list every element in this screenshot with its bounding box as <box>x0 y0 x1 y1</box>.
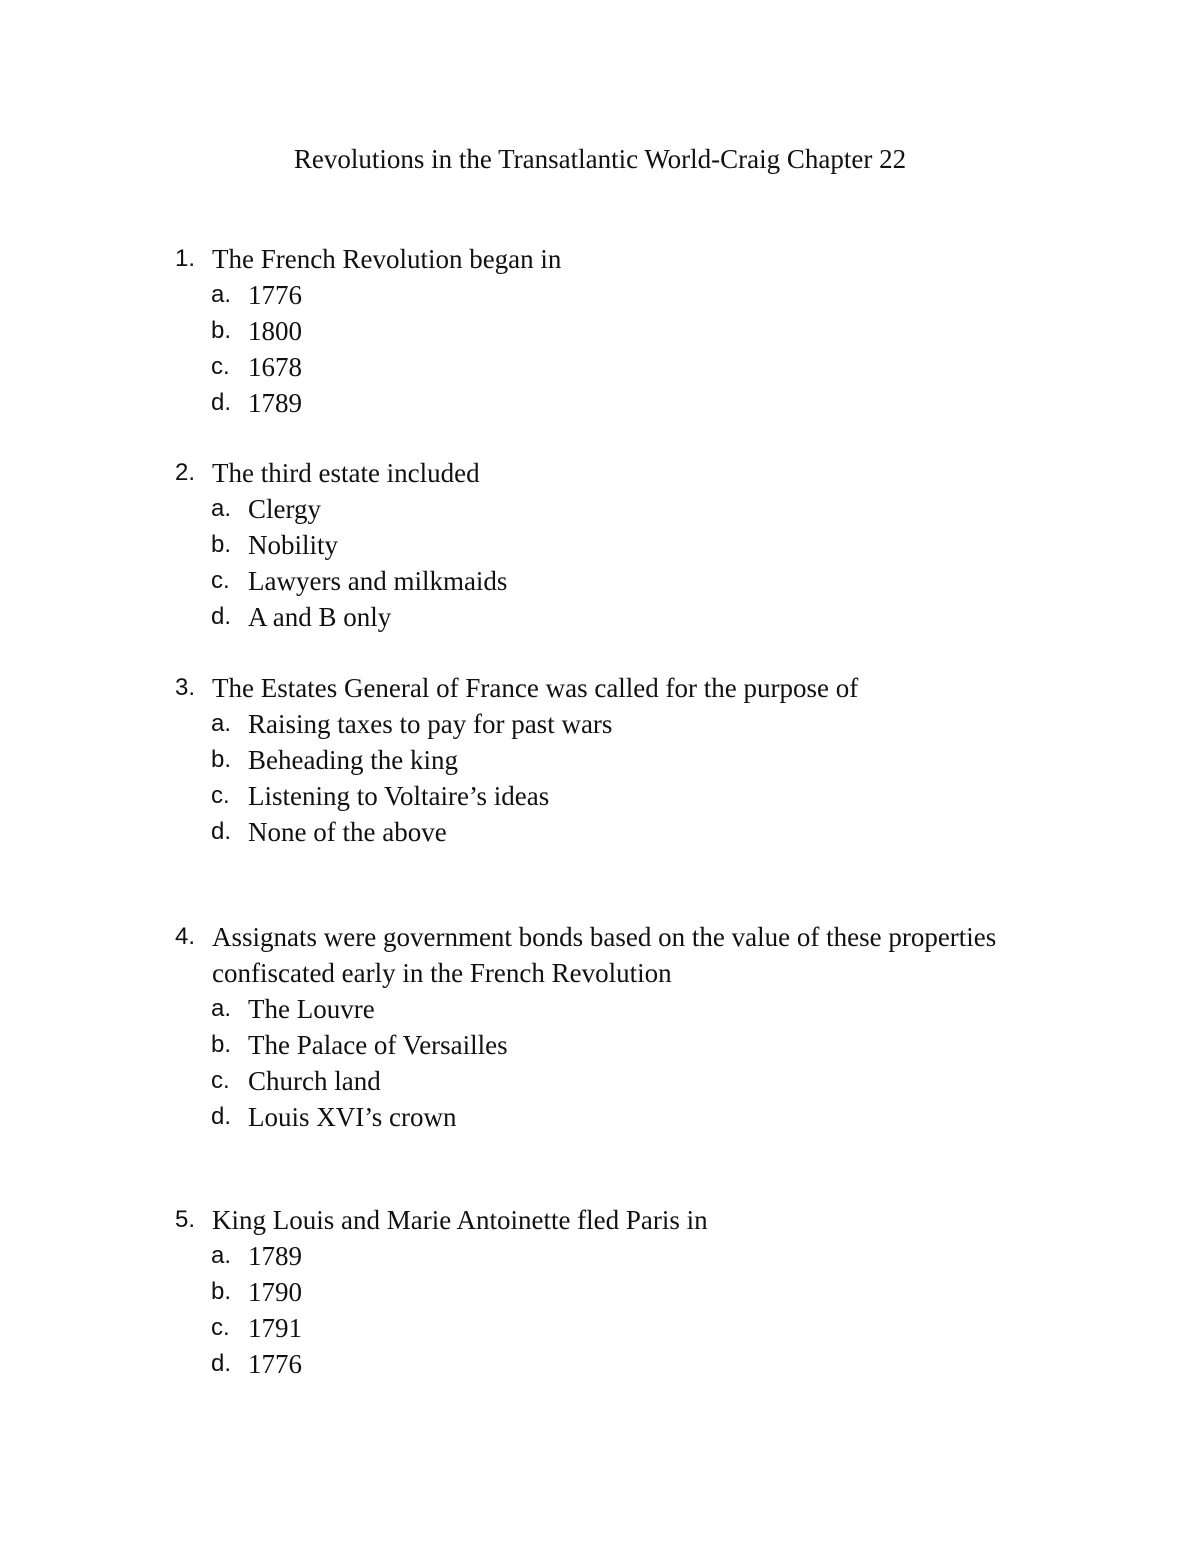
question-text: King Louis and Marie Antoinette fled Paris in <box>212 1205 708 1235</box>
answer-option-b <box>0 527 1200 563</box>
question-text: The third estate included <box>212 458 480 488</box>
option-text: 1776 <box>248 1349 302 1379</box>
question-text: The French Revolution began in <box>212 244 562 274</box>
option-letter: d. <box>211 603 232 630</box>
question-line <box>0 1202 1200 1238</box>
option-text: Clergy <box>248 494 321 524</box>
question-line <box>0 455 1200 491</box>
option-letter: d. <box>211 389 232 416</box>
option-text: 1776 <box>248 280 302 310</box>
option-letter: c. <box>211 567 230 594</box>
answer-option-a <box>0 277 1200 313</box>
question-2 <box>0 455 1200 635</box>
question-4 <box>0 919 1200 1135</box>
option-letter: b. <box>211 531 232 558</box>
option-letter: b. <box>211 317 232 344</box>
option-letter: b. <box>211 746 232 773</box>
answer-option-d <box>0 1099 1200 1135</box>
answer-option-c <box>0 1310 1200 1346</box>
question-text: Assignats were government bonds based on the value of these properties <box>212 922 997 952</box>
option-text: Raising taxes to pay for past wars <box>248 709 613 739</box>
option-letter: a. <box>211 995 232 1022</box>
question-line <box>0 919 1200 955</box>
option-letter: b. <box>211 1031 232 1058</box>
answer-option-d <box>0 814 1200 850</box>
answer-option-b <box>0 1027 1200 1063</box>
question-number: 5. <box>175 1206 196 1233</box>
question-line <box>0 670 1200 706</box>
option-text: 1790 <box>248 1277 302 1307</box>
answer-option-d <box>0 385 1200 421</box>
question-line-continued <box>0 955 1200 991</box>
question-text: The Estates General of France was called for the purpose of <box>212 673 859 703</box>
answer-option-a <box>0 706 1200 742</box>
question-5 <box>0 1202 1200 1382</box>
option-letter: c. <box>211 782 230 809</box>
option-letter: d. <box>211 818 232 845</box>
option-text: 1789 <box>248 1241 302 1271</box>
option-text: Beheading the king <box>248 745 458 775</box>
option-text: The Palace of Versailles <box>248 1030 508 1060</box>
option-letter: d. <box>211 1103 232 1130</box>
option-letter: c. <box>211 1314 230 1341</box>
option-text: Nobility <box>248 530 339 560</box>
option-text: 1791 <box>248 1313 302 1343</box>
question-1 <box>0 241 1200 421</box>
question-number: 1. <box>175 245 196 272</box>
option-letter: d. <box>211 1350 232 1377</box>
answer-option-a <box>0 991 1200 1027</box>
option-text: Listening to Voltaire’s ideas <box>248 781 550 811</box>
answer-option-b <box>0 1274 1200 1310</box>
question-3 <box>0 670 1200 850</box>
option-text: Louis XVI’s crown <box>248 1102 457 1132</box>
option-letter: a. <box>211 495 232 522</box>
option-letter: c. <box>211 353 230 380</box>
option-letter: a. <box>211 281 232 308</box>
option-text: Church land <box>248 1066 381 1096</box>
option-letter: b. <box>211 1278 232 1305</box>
option-letter: c. <box>211 1067 230 1094</box>
option-text: 1678 <box>248 352 302 382</box>
option-text: None of the above <box>248 817 447 847</box>
answer-option-c <box>0 563 1200 599</box>
answer-option-a <box>0 491 1200 527</box>
question-number: 4. <box>175 923 196 950</box>
option-text: 1789 <box>248 388 302 418</box>
answer-option-d <box>0 1346 1200 1382</box>
question-number: 3. <box>175 674 196 701</box>
answer-option-d <box>0 599 1200 635</box>
answer-option-c <box>0 778 1200 814</box>
answer-option-a <box>0 1238 1200 1274</box>
option-text: A and B only <box>248 602 392 632</box>
question-text: confiscated early in the French Revolution <box>212 958 672 988</box>
question-number: 2. <box>175 459 196 486</box>
answer-option-c <box>0 349 1200 385</box>
answer-option-c <box>0 1063 1200 1099</box>
option-text: The Louvre <box>248 994 375 1024</box>
option-letter: a. <box>211 1242 232 1269</box>
page-title: Revolutions in the Transatlantic World-Craig Chapter 22 <box>293 144 907 174</box>
question-line <box>0 241 1200 277</box>
option-letter: a. <box>211 710 232 737</box>
answer-option-b <box>0 742 1200 778</box>
answer-option-b <box>0 313 1200 349</box>
option-text: 1800 <box>248 316 302 346</box>
option-text: Lawyers and milkmaids <box>248 566 508 596</box>
